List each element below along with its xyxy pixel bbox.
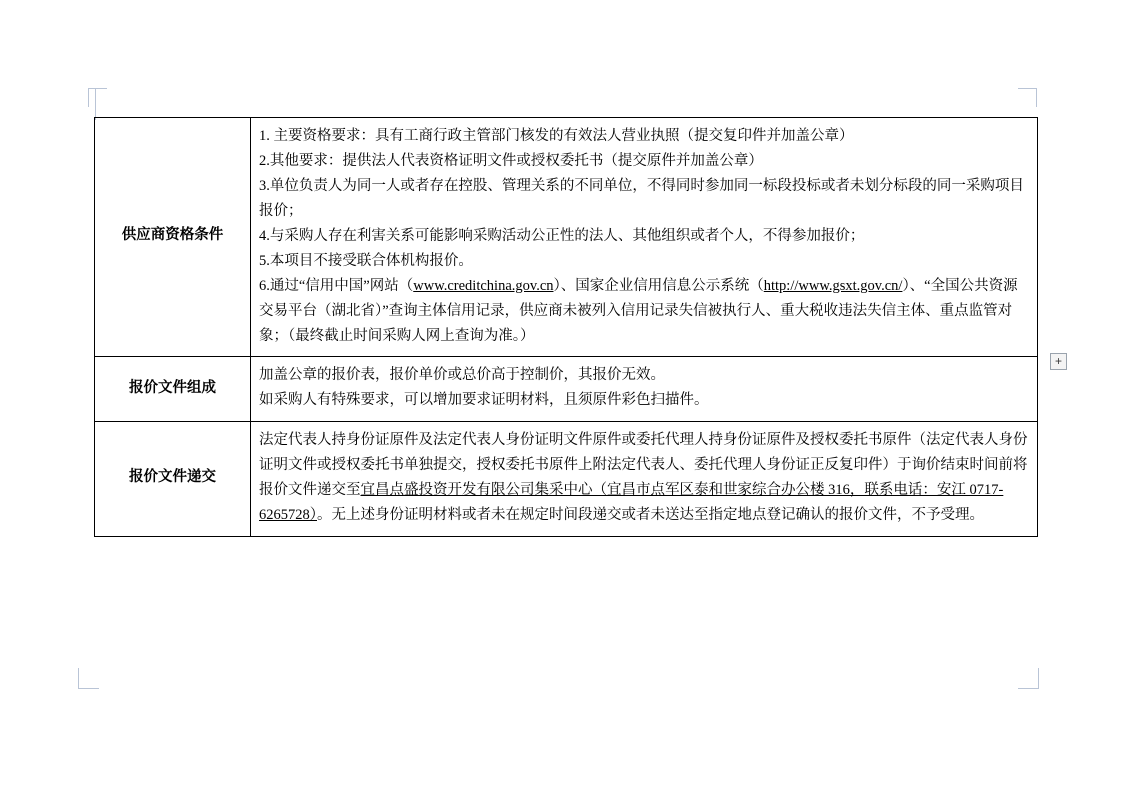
text-line: 3.单位负责人为同一人或者存在控股、管理关系的不同单位，不得同时参加同一标段投标或者未划分标段的同一采购项目报价；	[259, 177, 1024, 219]
table-row	[95, 118, 1038, 357]
text-line: 5.本项目不接受联合体机构报价。	[259, 252, 473, 269]
crop-mark-top-right	[1018, 88, 1037, 107]
margin-guide-line	[95, 88, 96, 120]
text-line: 如采购人有特殊要求，可以增加要求证明材料，且须原件彩色扫描件。	[259, 392, 709, 409]
row-content-quotation-composition	[251, 357, 1038, 422]
crop-mark-top-left	[88, 88, 107, 107]
add-row-button[interactable]: +	[1050, 353, 1067, 370]
text-line: 法定代表人持身份证原件及法定代表人身份证明文件原件或委托代理人持身份证原件及授权委托书原件（法定代表人身份证明文件或授权委托书单独提交，授权委托书原件上附法定代表人、委托代理人身份证正反复印件）于询价结束时间前将报价文件递交至宜昌点盛投资开发有限公司集采中心（宜昌市点军区泰和世家综合办公楼 316，联系电话：安江 0717-6265728）。无上述身份证明材料或者未在规定时间段递交或者未送达至指定地点登记确认的报价文件，不予受理。	[259, 432, 1028, 524]
text-line: 1. 主要资格要求：具有工商行政主管部门核发的有效法人营业执照（提交复印件并加盖公章）	[259, 128, 854, 144]
text-line: 2.其他要求：提供法人代表资格证明文件或授权委托书（提交原件并加盖公章）	[259, 152, 763, 169]
row-label-quotation-submission: 报价文件递交	[95, 422, 251, 537]
text-line: 4.与采购人存在利害关系可能影响采购活动公正性的法人、其他组织或者个人，不得参加报价；	[259, 227, 865, 244]
requirements-table	[94, 117, 1038, 537]
row-content-quotation-submission	[251, 422, 1038, 537]
row-label-supplier-qualification: 供应商资格条件	[95, 118, 251, 357]
text-line-with-links: 6.通过“信用中国”网站（www.creditchina.gov.cn）、国家企业信用信息公示系统（http://www.gsxt.gov.cn/）、“全国公共资源交易平台（湖北省）”查询主体信用记录，供应商未被列入信用记录失信被执行人、重大税收违法失信主体、重点监管对象；（最终截止时间采购人网上查询为准。）	[259, 277, 1018, 344]
text-line: 加盖公章的报价表，报价单价或总价高于控制价，其报价无效。	[259, 367, 665, 384]
row-label-quotation-composition: 报价文件组成	[95, 357, 251, 422]
table-row	[95, 422, 1038, 537]
crop-mark-bottom-left	[78, 668, 99, 689]
row-content-supplier-qualification	[251, 118, 1038, 357]
table-row	[95, 357, 1038, 422]
crop-mark-bottom-right	[1018, 668, 1039, 689]
